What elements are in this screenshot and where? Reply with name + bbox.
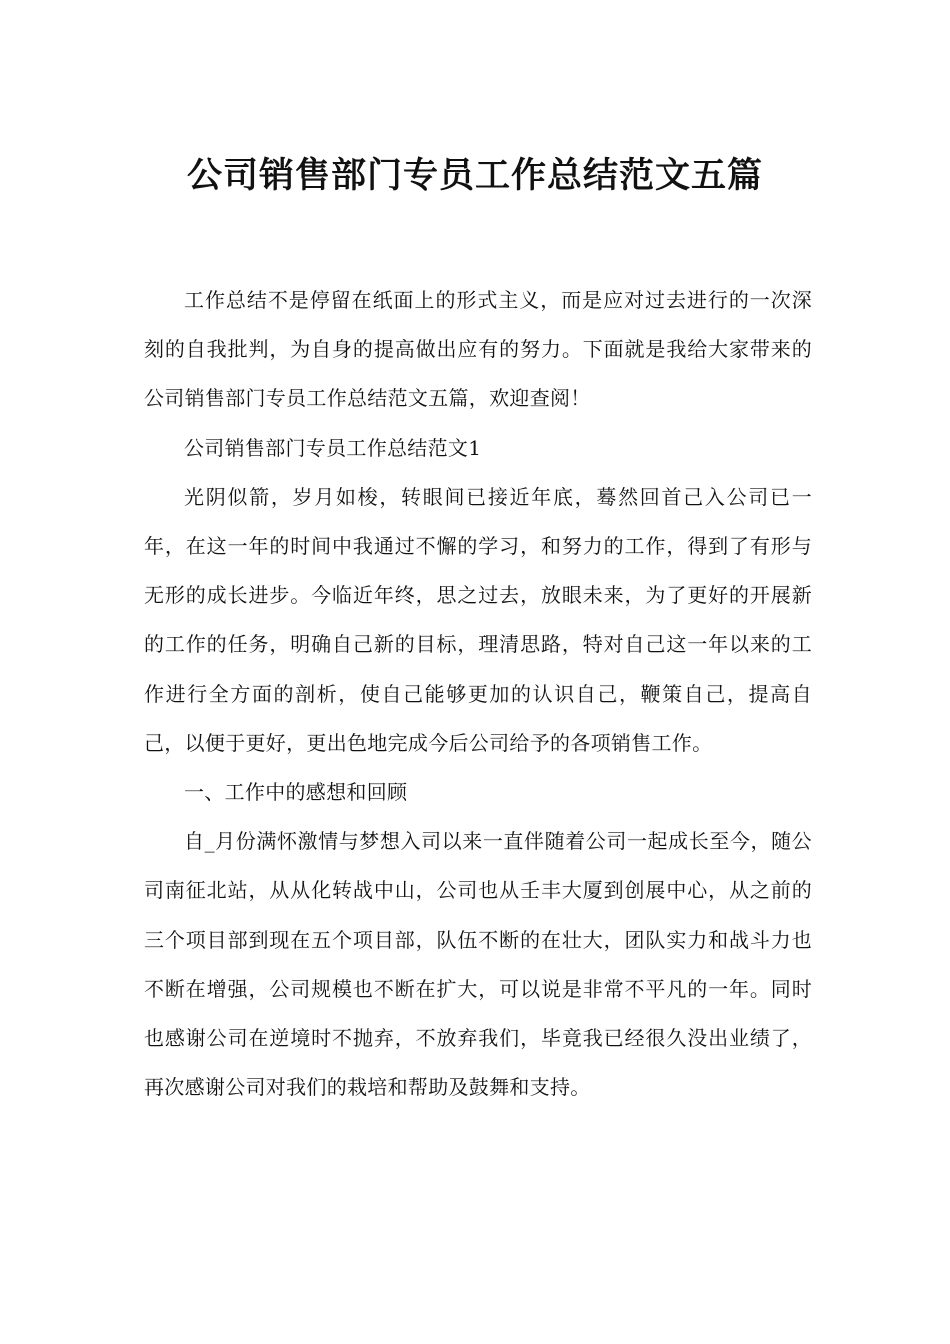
section-heading-essay-1: 公司销售部门专员工作总结范文1: [184, 435, 482, 460]
intro-paragraph: 工作总结不是停留在纸面上的形式主义，而是应对过去进行的一次深刻的自我批判，为自身的提高做出应有的努力。下面就是我给大家带来的公司销售部门专员工作总结范文五篇，欢迎查阅！: [144, 288, 812, 411]
body-paragraph: 光阴似箭，岁月如梭，转眼间已接近年底，蓦然回首己入公司已一年，在这一年的时间中我通过不懈的学习，和努力的工作，得到了有形与无形的成长进步。今临近年终，思之过去，放眼未来，为了更好的开展新的工作的任务，明确自己新的目标，理清思路，特对自己这一年以来的工作进行全方面的剖析，使自己能够更加的认识自己，鞭策自己，提高自己，以便于更好，更出色地完成今后公司给予的各项销售工作。: [144, 484, 812, 755]
section-heading-reflection: 一、工作中的感想和回顾: [184, 780, 408, 805]
body-paragraph: 自_月份满怀激情与梦想入司以来一直伴随着公司一起成长至今，随公司南征北站，从从化转战中山，公司也从壬丰大厦到创展中心，从之前的三个项目部到现在五个项目部，队伍不断的在壮大，团队实力和战斗力也不断在增强，公司规模也不断在扩大，可以说是非常不平凡的一年。同时也感谢公司在逆境时不抛弃，不放弃我们，毕竟我已经很久没出业绩了，再次感谢公司对我们的栽培和帮助及鼓舞和支持。: [144, 829, 812, 1100]
document-title: 公司销售部门专员工作总结范文五篇: [186, 156, 763, 197]
document-body: [144, 276, 812, 1112]
